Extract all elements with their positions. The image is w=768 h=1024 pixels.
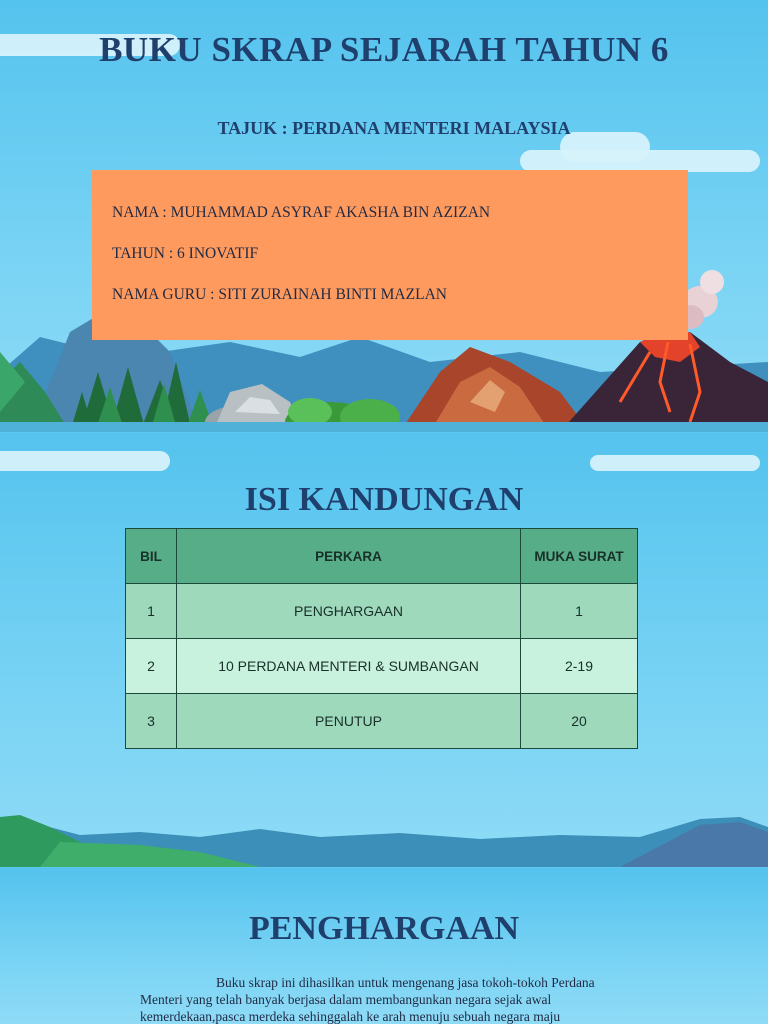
contents-slide	[0, 433, 768, 867]
header-bil: BIL	[126, 529, 177, 584]
cell-muka-surat: 1	[521, 584, 638, 639]
contents-table	[125, 528, 638, 749]
cell-bil: 3	[126, 694, 177, 749]
hills-illustration	[0, 807, 768, 867]
cell-perkara: PENUTUP	[177, 694, 521, 749]
table-row	[126, 639, 638, 694]
page-title: BUKU SKRAP SEJARAH TAHUN 6	[99, 30, 669, 69]
cell-perkara: PENGHARGAAN	[177, 584, 521, 639]
cell-bil: 2	[126, 639, 177, 694]
student-class: TAHUN : 6 INOVATIF	[112, 245, 259, 262]
cover-slide	[0, 0, 768, 432]
table-header-row	[126, 529, 638, 584]
contents-title: ISI KANDUNGAN	[244, 481, 524, 518]
cell-muka-surat: 2-19	[521, 639, 638, 694]
cloud-decoration	[0, 451, 170, 471]
table-row	[126, 694, 638, 749]
student-info-box	[92, 170, 688, 340]
student-name: NAMA : MUHAMMAD ASYRAF AKASHA BIN AZIZAN	[112, 204, 491, 221]
subtitle: TAJUK : PERDANA MENTERI MALAYSIA	[217, 118, 571, 138]
cell-muka-surat: 20	[521, 694, 638, 749]
acknowledgement-paragraph: Buku skrap ini dihasilkan untuk mengenang jasa tokoh-tokoh Perdana Menteri yang telah banyak berjasa dalam membangunkan negara sejak awal kemerdekaan,pasca merdeka sehinggalah ke arah menuju sebuah negara maju	[140, 975, 595, 1024]
table-row	[126, 584, 638, 639]
cloud-decoration	[590, 455, 760, 471]
acknowledgement-title: PENGHARGAAN	[248, 910, 520, 947]
acknowledgement-slide	[0, 868, 768, 1024]
teacher-name: NAMA GURU : SITI ZURAINAH BINTI MAZLAN	[112, 286, 447, 303]
header-perkara: PERKARA	[177, 529, 521, 584]
cell-perkara: 10 PERDANA MENTERI & SUMBANGAN	[177, 639, 521, 694]
cell-bil: 1	[126, 584, 177, 639]
header-muka-surat: MUKA SURAT	[521, 529, 638, 584]
